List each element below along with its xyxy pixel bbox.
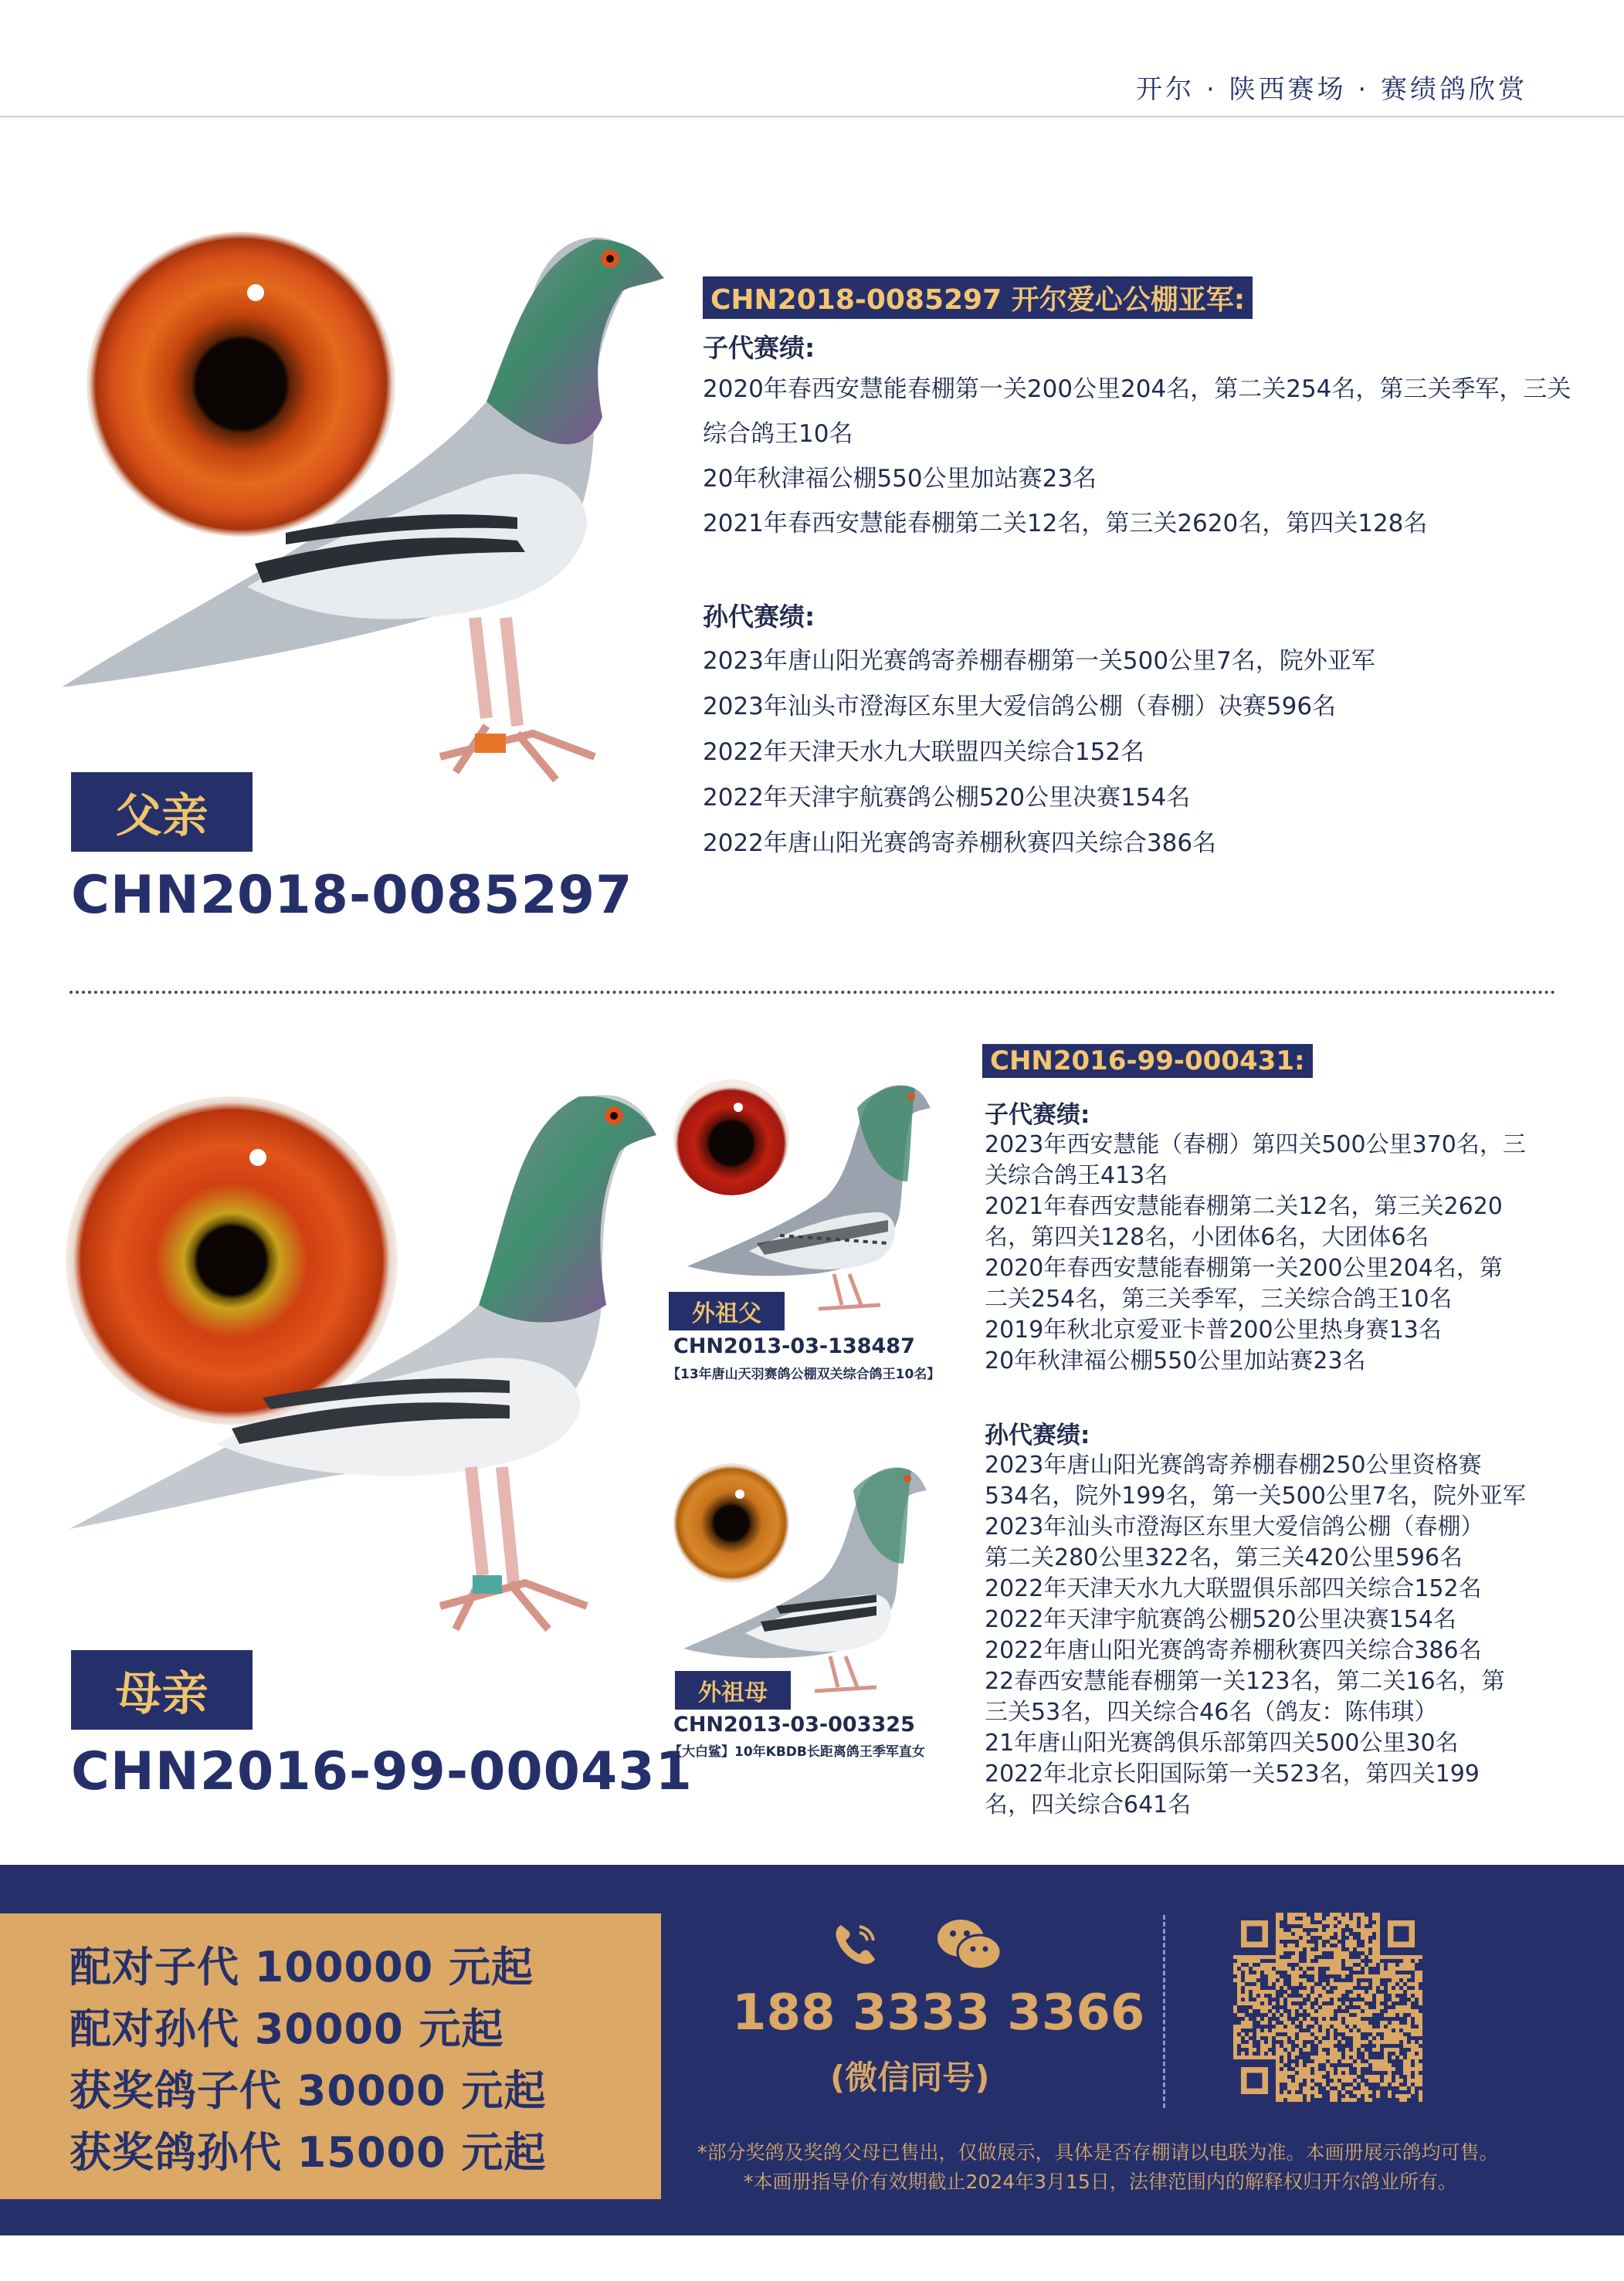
list-item: 2022年天津宇航赛鸽公棚520公里决赛154名: [985, 1606, 1456, 1633]
footer-note: *部分奖鸽及奖鸽父母已售出，仅做展示，具体是否存棚请以电联为准。本画册展示鸽均可售。: [697, 2141, 1499, 2164]
wechat-icon: [934, 1917, 1004, 1972]
father-grand-list: [703, 641, 1375, 869]
list-item: 2023年西安慧能（春棚）第四关500公里370名，三: [985, 1131, 1526, 1158]
list-item: 22春西安慧能春棚第一关123名，第二关16名，第: [985, 1668, 1505, 1695]
grandmother-label: 外祖母: [675, 1671, 791, 1710]
mother-pigeon-photo: [46, 1073, 664, 1668]
grandmother-note: 【大白鲨】10年KBDB长距离鸽王季军直女: [669, 1744, 925, 1760]
header-title: 开尔 · 陕西赛场 · 赛绩鸽欣赏: [1136, 74, 1527, 105]
footer-note: *本画册指导价有效期截止2024年3月15日，法律范围内的解释权归开尔鸽业所有。: [744, 2171, 1457, 2193]
list-item: 2021年春西安慧能春棚第二关12名，第三关2620: [985, 1193, 1503, 1220]
footer-divider: [1163, 1915, 1165, 2108]
list-item: 2022年唐山阳光赛鸽寄养棚秋赛四关综合386名: [703, 829, 1217, 857]
mother-title: CHN2016-99-000431:: [982, 1044, 1313, 1078]
mother-offspring-heading: 子代赛绩:: [985, 1101, 1090, 1129]
grandfather-label: 外祖父: [669, 1292, 785, 1330]
price-line: 配对子代 100000 元起: [70, 1943, 534, 1991]
list-item: 2022年北京长阳国际第一关523名，第四关199: [985, 1761, 1480, 1788]
list-item: 2021年春西安慧能春棚第二关12名，第三关2620名，第四关128名: [703, 510, 1428, 537]
mother-label: 母亲: [71, 1650, 253, 1730]
father-ring-number: CHN2018-0085297: [71, 865, 633, 926]
list-item: 2022年天津天水九大联盟俱乐部四关综合152名: [985, 1575, 1482, 1602]
grandfather-ring: CHN2013-03-138487: [673, 1334, 915, 1358]
header-divider: [0, 116, 1624, 117]
list-item: 关综合鸽王413名: [985, 1162, 1168, 1189]
list-item: 20年秋津福公棚550公里加站赛23名: [985, 1347, 1366, 1374]
list-item: 2020年春西安慧能春棚第一关200公里204名，第: [985, 1255, 1503, 1282]
list-item: 2023年汕头市澄海区东里大爱信鸽公棚（春棚）: [985, 1513, 1484, 1540]
father-offspring-list: [703, 369, 1571, 548]
list-item: 2020年春西安慧能春棚第一关200公里204名，第二关254名，第三关季军，三关: [703, 375, 1571, 403]
grandmother-pigeon-photo: [676, 1448, 931, 1703]
phone-icon: [830, 1919, 881, 1970]
list-item: 2022年天津宇航赛鸽公棚520公里决赛154名: [703, 784, 1191, 812]
wechat-note: (微信同号): [830, 2059, 990, 2096]
list-item: 534名，院外199名，第一关500公里7名，院外亚军: [985, 1483, 1526, 1510]
section-divider: [70, 991, 1556, 994]
list-item: 2023年汕头市澄海区东里大爱信鸽公棚（春棚）决赛596名: [703, 693, 1337, 720]
father-label: 父亲: [71, 772, 253, 852]
father-offspring-heading: 子代赛绩:: [703, 333, 815, 363]
mother-grand-list: [985, 1446, 1526, 1816]
list-item: 2019年秋北京爱亚卡普200公里热身赛13名: [985, 1317, 1442, 1344]
grandmother-ring: CHN2013-03-003325: [673, 1713, 915, 1737]
list-item: 2023年唐山阳光赛鸽寄养棚春棚250公里资格赛: [985, 1452, 1482, 1479]
list-item: 名，四关综合641名: [985, 1791, 1192, 1818]
mother-offspring-list: [985, 1125, 1526, 1372]
list-item: 综合鸽王10名: [703, 420, 853, 448]
grandfather-pigeon-photo: [680, 1066, 934, 1320]
list-item: 20年秋津福公棚550公里加站赛23名: [703, 465, 1097, 493]
list-item: 2022年唐山阳光赛鸽寄养棚秋赛四关综合386名: [985, 1637, 1482, 1664]
phone-number: 188 3333 3366: [732, 1984, 1145, 2042]
mother-grand-heading: 孙代赛绩:: [985, 1422, 1090, 1449]
father-pigeon-photo: [54, 201, 672, 795]
list-item: 三关53名，四关综合46名（鸽友：陈伟琪）: [985, 1699, 1438, 1726]
list-item: 21年唐山阳光赛鸽俱乐部第四关500公里30名: [985, 1730, 1459, 1757]
list-item: 第二关280公里322名，第三关420公里596名: [985, 1544, 1463, 1571]
qr-code: [1233, 1913, 1422, 2102]
grandfather-note: 【13年唐山天羽赛鸽公棚双关综合鸽王10名】: [667, 1367, 941, 1382]
price-line: 配对孙代 30000 元起: [70, 2005, 504, 2053]
father-title: CHN2018-0085297 开尔爱心公棚亚军:: [703, 276, 1253, 319]
list-item: 二关254名，第三关季军，三关综合鸽王10名: [985, 1286, 1453, 1313]
price-line: 获奖鸽孙代 15000 元起: [70, 2128, 547, 2177]
father-grand-heading: 孙代赛绩:: [703, 602, 815, 632]
mother-ring-number: CHN2016-99-000431: [71, 1741, 693, 1802]
price-line: 获奖鸽子代 30000 元起: [70, 2066, 547, 2115]
list-item: 2023年唐山阳光赛鸽寄养棚春棚第一关500公里7名，院外亚军: [703, 647, 1375, 675]
list-item: 2022年天津天水九大联盟四关综合152名: [703, 738, 1145, 766]
list-item: 名，第四关128名，小团体6名，大团体6名: [985, 1224, 1429, 1251]
